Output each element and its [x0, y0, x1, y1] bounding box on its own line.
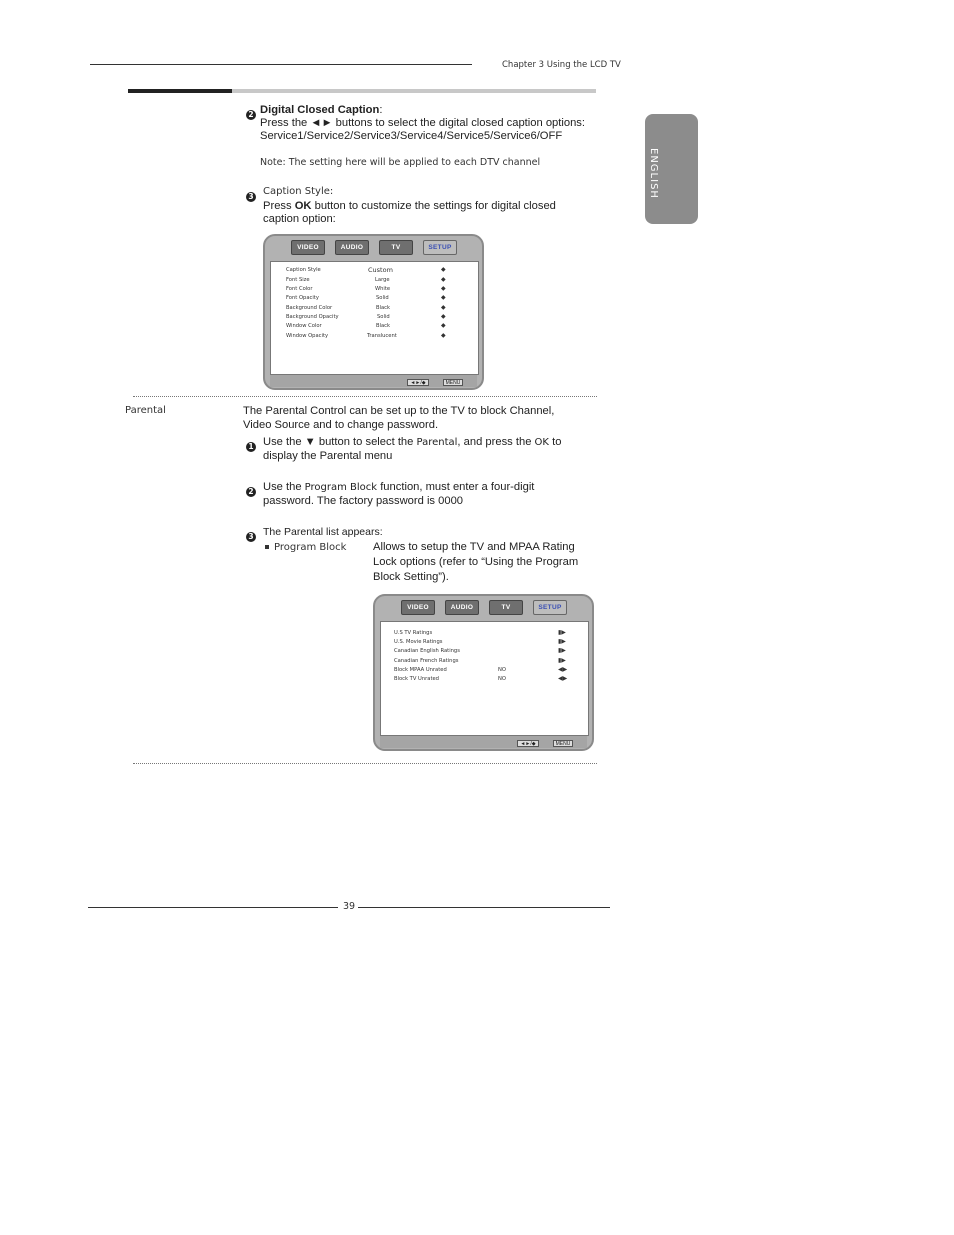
tab-setup[interactable]: SETUP: [423, 240, 457, 255]
closed-caption-line1: Press the ◄► buttons to select the digital closed caption options:: [260, 117, 586, 129]
nav-key-icon: ◄►/◆: [517, 740, 539, 747]
menu-row-label: Canadian English Ratings: [394, 648, 460, 654]
tab-setup[interactable]: SETUP: [533, 600, 567, 615]
parental-intro-line1: The Parental Control can be set up to the TV to block Channel,: [243, 405, 555, 417]
bullet-desc-line2: Lock options (refer to “Using the Program: [373, 556, 579, 568]
menu-row-label: Font Opacity: [286, 295, 319, 301]
bullet-program-block: Program Block: [274, 542, 347, 553]
bullet-marker: [265, 545, 269, 549]
caption-style-line2: caption option:: [263, 213, 336, 225]
caption-style-title: Caption Style:: [263, 186, 334, 197]
footer-rule-left: [88, 907, 338, 908]
tab-audio[interactable]: AUDIO: [335, 240, 369, 255]
menu-row-value: Black: [376, 323, 391, 329]
submenu-arrow-icon[interactable]: ▮▶: [558, 630, 566, 636]
left-right-arrows-icon[interactable]: ◆: [441, 333, 446, 339]
bullet-desc-line3: Block Setting”).: [373, 571, 449, 583]
step-number-1: 1: [246, 436, 256, 454]
menu-row-value: White: [375, 286, 391, 292]
tab-video[interactable]: VIDEO: [291, 240, 325, 255]
menu-row-value: Translucent: [367, 333, 397, 339]
menu-row-value: Solid: [376, 295, 389, 301]
language-tab-label: ENGLISH: [648, 148, 659, 199]
parental-step2-line1: Use the Program Block function, must enter a four-digit: [263, 481, 535, 493]
tab-tv[interactable]: TV: [379, 240, 413, 255]
osd-screen-caption-style: [263, 234, 484, 390]
menu-row-label: Font Size: [286, 277, 310, 283]
bullet-desc-line1: Allows to setup the TV and MPAA Rating: [373, 541, 575, 553]
menu-row-label: Background Opacity: [286, 314, 339, 320]
menu-key-icon: MENU: [443, 379, 463, 386]
tab-audio[interactable]: AUDIO: [445, 600, 479, 615]
closed-caption-heading: Digital Closed Caption:: [260, 104, 383, 116]
menu-row-label: Block MPAA Unrated: [394, 667, 447, 673]
left-right-arrows-icon[interactable]: ◆: [441, 295, 446, 301]
nav-key-icon: ◄►/◆: [407, 379, 429, 386]
menu-row-label: Block TV Unrated: [394, 676, 439, 682]
header-rule: [90, 64, 472, 65]
left-right-arrows-icon[interactable]: ◆: [441, 286, 446, 292]
left-right-arrows-icon[interactable]: ◆: [441, 314, 446, 320]
submenu-arrow-icon[interactable]: ▮▶: [558, 648, 566, 654]
menu-row-label: Caption Style: [286, 267, 321, 273]
section-bar-dark: [128, 89, 232, 93]
menu-row-value: NO: [498, 676, 506, 682]
menu-row-label: Window Color: [286, 323, 322, 329]
osd-screen-parental: [373, 594, 594, 751]
left-right-arrows-icon[interactable]: ◆: [441, 323, 446, 329]
parental-intro-line2: Video Source and to change password.: [243, 419, 439, 431]
parental-step2-line2: password. The factory password is 0000: [263, 495, 464, 507]
parental-side-label: Parental: [125, 405, 166, 416]
closed-caption-note: Note: The setting here will be applied to each DTV channel: [260, 157, 541, 168]
left-right-arrows-icon[interactable]: ◆: [441, 305, 446, 311]
step-number-2: 2: [246, 104, 256, 122]
menu-row-label: U.S. Movie Ratings: [394, 639, 443, 645]
menu-row-label: Canadian French Ratings: [394, 658, 459, 664]
step-number-3b: 3: [246, 526, 256, 544]
parental-step3: The Parental list appears:: [263, 526, 383, 538]
chapter-title: Chapter 3 Using the LCD TV: [502, 60, 621, 70]
menu-row-value: Black: [376, 305, 391, 311]
section-divider: [133, 396, 597, 397]
osd-menu-panel: [270, 261, 479, 375]
page-number: 39: [343, 901, 356, 912]
step-number-2b: 2: [246, 481, 256, 499]
closed-caption-line2: Service1/Service2/Service3/Service4/Service5/Service6/OFF: [260, 130, 563, 142]
section-bar-grey: [232, 89, 596, 93]
footer-rule-right: [358, 907, 610, 908]
left-right-arrows-icon[interactable]: ◀▶: [558, 667, 568, 673]
menu-row-value: NO: [498, 667, 506, 673]
tab-video[interactable]: VIDEO: [401, 600, 435, 615]
menu-key-icon: MENU: [553, 740, 573, 747]
osd-menu-panel: [380, 621, 589, 736]
parental-step1-line2: display the Parental menu: [263, 450, 393, 462]
menu-row-value: Large: [375, 277, 390, 283]
parental-step1-line1: Use the ▼ button to select the Parental, and press the OK to: [263, 436, 562, 448]
submenu-arrow-icon[interactable]: ▮▶: [558, 639, 566, 645]
caption-style-line1: Press OK button to customize the settings for digital closed: [263, 200, 556, 212]
step-number-3: 3: [246, 186, 256, 204]
submenu-arrow-icon[interactable]: ▮▶: [558, 658, 566, 664]
closed-caption-title: Digital Closed Caption: [260, 104, 380, 116]
left-right-arrows-icon[interactable]: ◆: [441, 277, 446, 283]
menu-row-label: Font Color: [286, 286, 313, 292]
menu-row-label: Background Color: [286, 305, 333, 311]
menu-row-value: Solid: [377, 314, 390, 320]
tab-tv[interactable]: TV: [489, 600, 523, 615]
section-divider: [133, 763, 597, 764]
menu-row-label: U.S TV Ratings: [394, 630, 433, 636]
menu-row-value: Custom: [368, 266, 393, 274]
left-right-arrows-icon[interactable]: ◀▶: [558, 676, 568, 682]
menu-row-label: Window Opacity: [286, 333, 329, 339]
left-right-arrows-icon[interactable]: ◆: [441, 267, 446, 273]
